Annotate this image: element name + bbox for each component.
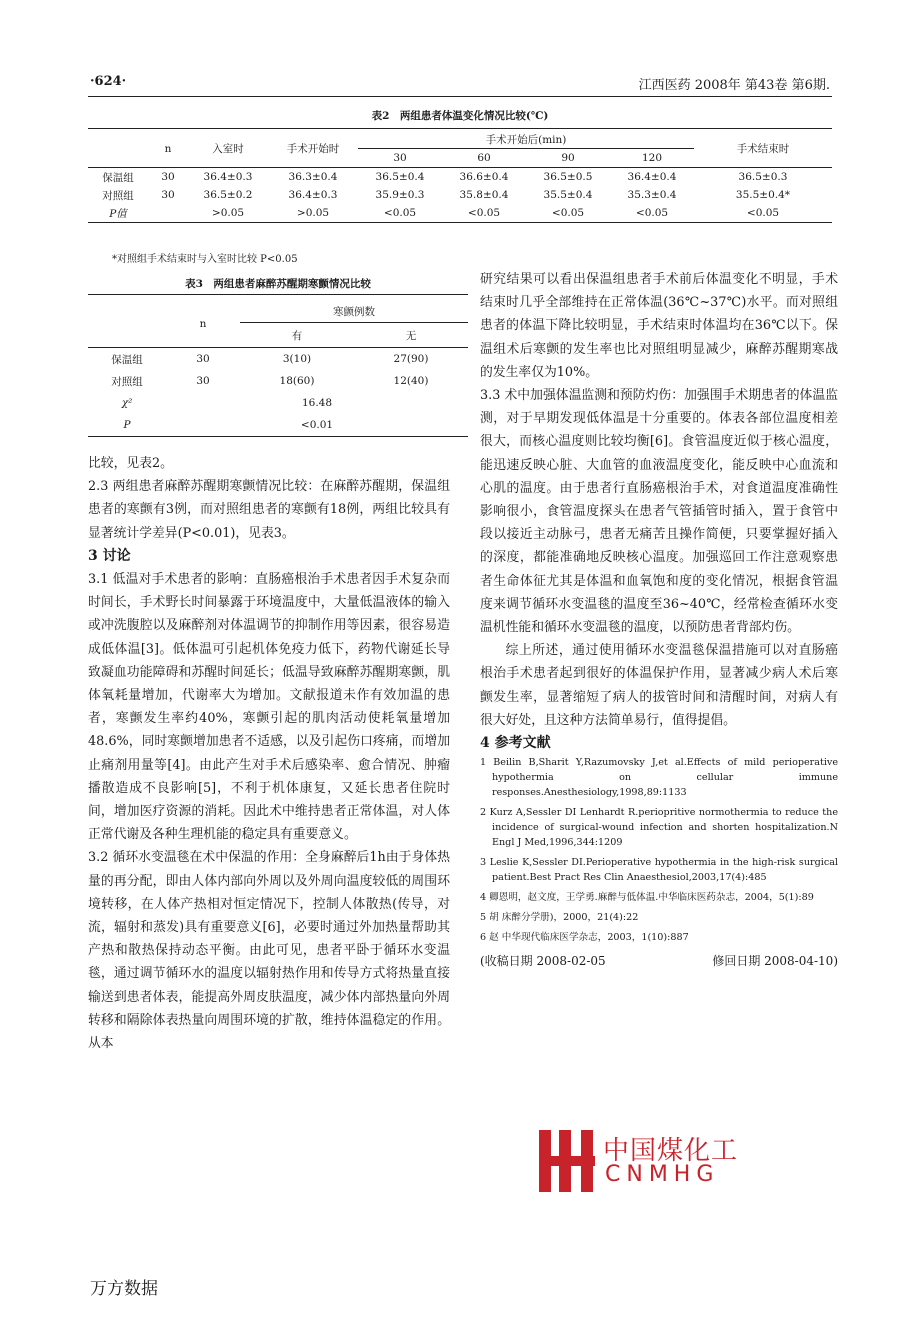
table3-cell: χ²	[121, 397, 133, 409]
table2-cell: <0.05	[383, 207, 417, 219]
table2-minute: 60	[477, 152, 491, 164]
table3-cell: 对照组	[111, 375, 143, 388]
journal-header: 江西医药 2008年 第43卷 第6期.	[638, 78, 830, 93]
table3-caption: 表3 两组患者麻醉苏醒期寒颤情况比较	[185, 278, 371, 290]
reference-item: 6 赵 中华现代临床医学杂志，2003，1(10):887	[480, 932, 689, 944]
table3-top-rule	[88, 294, 468, 295]
cnmhg-logo-icon	[535, 1126, 599, 1196]
table2-cell: 36.6±0.4	[459, 171, 509, 183]
paragraph: 3.1 低温对手术患者的影响：直肠癌根治手术患者因手术复杂而时间长，手术野长时间暴露于环境温度中，大量低温液体的输入或冲洗腹腔以及麻醉剂对体温调节的抑制作用等因素，很容易造成低体温[3]。低体温可引起机体免疫力低下，药物代谢延长导致凝血功能障碍和苏醒时间延长；低温导致麻醉苏醒期寒颤，肌体氧耗量增加，代谢率大为增加。文献报道未作有效加温的患者，寒颤发生率约40%，寒颤引起的肌肉活动使耗氧量增加48.6%，同时寒颤增加患者不适感，以及引起伤口疼痛，而增加止痛剂用量等[4]。由此产生对手术后感染率、愈合情况、肿瘤播散造成不良影响[5]，不利于机体康复，又延长患者住院时间，增加医疗资源的消耗。因此术中维持患者正常体温，对人体正常代谢及各种生理机能的稳定具有重要意义。	[88, 572, 450, 843]
table3-cell: 16.48	[301, 397, 333, 409]
table2-header-row	[88, 130, 832, 149]
table-row	[88, 414, 468, 437]
table-row	[88, 186, 832, 204]
page-number: ·624·	[90, 74, 127, 89]
table2-cell: 36.3±0.4	[288, 171, 338, 183]
reference-item: 1 Beilin B,Sharit Y,Razumovsky J,et al.Effects of mild perioperative hypothermia on cellular immune responses.Anesthesiology,1998,89:1133	[480, 757, 838, 799]
reference-item: 5 胡 床醉分学册)，2000，21(4):22	[480, 912, 639, 924]
watermark-en: CNMHG	[605, 1162, 720, 1187]
table3	[88, 300, 468, 437]
received-dates	[480, 950, 838, 973]
paragraph: 综上所述，通过使用循环水变温毯保温措施可以对直肠癌根治手术患者起到很好的体温保护作用，显著减少病人术后寒颤发生率，显著缩短了病人的拔管时间和清醒时间，对病人有很大好处，且这种方法简单易行，值得提倡。	[480, 643, 838, 728]
received-date: (收稿日期 2008-02-05	[480, 954, 606, 969]
paragraph: 3.3 术中加强体温监测和预防灼伤：加强围手术期患者的体温监测，对于早期发现低体温是十分重要的。体表各部位温度相差很大，而核心温度则比较均衡[6]。食管温度近似于核心温度，能迅速反映心脏、大血管的血液温度变化，能反映中心血流和心肌的温度。由于患者行直肠癌根治手术，对食道温度准确性影响很小，食管温度探头在患者气管插管时插入，置于食管中段以接近主动脉弓，患者无痛苦且操作简便，只要掌握好插入的深度，都能准确地反映核心温度。加强巡回工作注意观察患者生命体征尤其是体温和血氧饱和度的变化情况，根据食管温度来调节循环水变温毯的温度至36~40℃，经常检查循环水变温机性能和循环水变温毯的温度，以预防患者背部灼伤。	[480, 388, 838, 636]
table2-cell: 36.5±0.2	[203, 189, 253, 201]
header-rule	[88, 96, 832, 97]
table2-cell: 30	[161, 171, 175, 183]
table2-cell: 36.4±0.4	[627, 171, 677, 183]
table2-cell: <0.05	[635, 207, 669, 219]
section-heading: 4 参考文献	[480, 735, 551, 752]
table-row	[88, 370, 468, 392]
table-row	[88, 168, 832, 187]
table2-cell: 35.5±0.4*	[735, 189, 791, 201]
table2-caption: 表2 两组患者体温变化情况比较(℃)	[371, 110, 549, 122]
table3-cell: 保温组	[111, 353, 143, 366]
table2-cell: 保温组	[102, 171, 134, 184]
table2	[88, 130, 832, 223]
section-heading: 3 讨论	[88, 547, 131, 564]
table2-cell: 36.5±0.3	[738, 171, 788, 183]
table3-cell: 27(90)	[393, 353, 429, 365]
table2-cell	[148, 204, 188, 223]
table2-cell: 36.5±0.5	[543, 171, 593, 183]
table2-cell: 对照组	[102, 189, 134, 202]
table2-minute: 30	[393, 152, 407, 164]
reference-list	[480, 755, 838, 945]
table3-cell: 18(60)	[279, 375, 315, 387]
paragraph: 3.2 循环水变温毯在术中保温的作用：全身麻醉后1h由于身体热量的再分配，即由人体内部向外周以及外周向温度较低的周围环境转移，在人体产热相对恒定情况下，控制人体散热(传导，对流，辐射和蒸发)具有重要意义[6]，必要时通过外加热量帮助其产热和散热保持动态平衡。由此可见，患者平卧于循环水变温毯，通过调节循环水的温度以辐射热作用和传导方式将热量直接输送到患者体表，能提高外周皮肤温度，减少体内部热量向外周转移和隔除体表热量向周围环境的扩散，维持体温稳定的作用。从本	[88, 850, 450, 1052]
table3-cell: <0.01	[300, 419, 334, 431]
table3-cell: 12(40)	[393, 375, 429, 387]
table3-cell: P	[123, 419, 131, 431]
right-column	[480, 268, 838, 973]
table2-cell: <0.05	[467, 207, 501, 219]
table2-col-after: 手术开始后(min)	[358, 130, 694, 149]
table2-cell: 36.5±0.4	[375, 171, 425, 183]
table2-col-start: 手术开始时	[286, 143, 340, 155]
table2-cell: <0.05	[551, 207, 585, 219]
table2-col-room: 入室时	[212, 143, 244, 155]
paragraph: 2.3 两组患者麻醉苏醒期寒颤情况比较：在麻醉苏醒期，保温组患者的寒颤有3例，而对照组患者的寒颤有18例，两组比较具有显著统计学差异(P<0.01)，见表3。	[88, 479, 450, 541]
wanfang-watermark: 万方数据	[90, 1279, 158, 1299]
table2-cell: >0.05	[296, 207, 330, 219]
table2-cell: 36.4±0.3	[288, 189, 338, 201]
watermark-logo	[535, 1126, 845, 1200]
table2-top-rule	[88, 128, 832, 129]
table2-col-end: 手术结束时	[736, 143, 790, 155]
left-column	[88, 452, 450, 1055]
table2-cell: <0.05	[746, 207, 780, 219]
table3-cell: 30	[196, 375, 210, 387]
table2-cell: 35.3±0.4	[627, 189, 677, 201]
table2-minute: 90	[561, 152, 575, 164]
table3-col-cases: 寒颤例数	[240, 300, 468, 323]
table2-cell: 35.8±0.4	[459, 189, 509, 201]
table-row	[88, 204, 832, 223]
table2-col-n: n	[164, 142, 172, 155]
table2-note: *对照组手术结束时与入室时比较 P<0.05	[112, 254, 298, 265]
paragraph: 比较，见表2。	[88, 456, 173, 471]
table3-cell: 30	[196, 353, 210, 365]
table-row	[88, 392, 468, 414]
table2-cell: 36.4±0.3	[203, 171, 253, 183]
table3-col-no: 无	[405, 329, 417, 342]
reference-item: 4 卿恩明，赵文度，王学勇.麻醉与低体温.中华临床医药杂志，2004，5(1):89	[480, 892, 814, 904]
table3-cell: 3(10)	[282, 353, 312, 365]
table2-cell: 35.5±0.4	[543, 189, 593, 201]
reference-item: 3 Leslie K,Sessler DI.Perioperative hypothermia in the high-risk surgical patient.Best Pract Res Clin Anaesthesiol,2003,17(4):485	[480, 857, 838, 884]
revised-date: 修回日期 2008-04-10)	[712, 954, 838, 969]
paragraph: 研究结果可以看出保温组患者手术前后体温变化不明显，手术结束时几乎全部维持在正常体温(36℃~37℃)水平。而对照组患者的体温下降比较明显，手术结束时体温均在36℃以下。保温组术后寒颤的发生率也比对照组明显减少，麻醉苏醒期寒战的发生率仅为10%。	[480, 272, 838, 380]
watermark-cn: 中国煤化工	[603, 1130, 738, 1167]
table2-cell: P值	[109, 207, 127, 220]
reference-item: 2 Kurz A,Sessler DI Lenhardt R.periopritive normothermia to reduce the incidence of surgical-wound infection and shorten hospitalization.N Engl J Med,1996,344:1209	[480, 807, 838, 849]
table2-cell: 35.9±0.3	[375, 189, 425, 201]
table-row	[88, 348, 468, 371]
table3-col-yes: 有	[291, 329, 303, 342]
table2-minute: 120	[641, 152, 663, 164]
table2-cell: >0.05	[211, 207, 245, 219]
table3-col-n: n	[199, 317, 207, 330]
table2-cell: 30	[161, 189, 175, 201]
